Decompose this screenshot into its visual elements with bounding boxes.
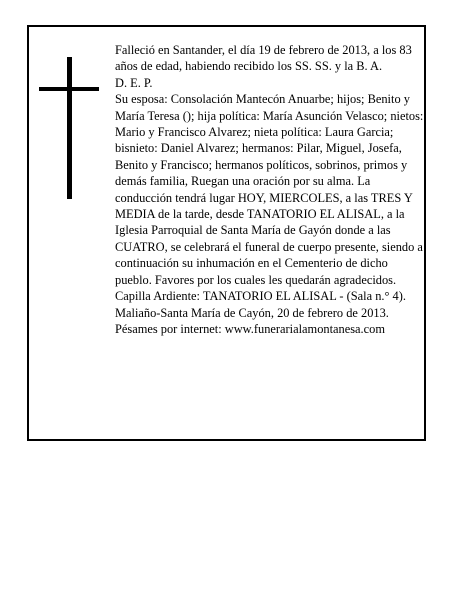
cross-vertical-bar [67, 57, 72, 199]
cross-icon [39, 57, 99, 199]
place-and-date: Maliaño-Santa María de Cayón, 20 de febrero de 2013. [115, 305, 389, 320]
online-condolences: Pésames por internet: www.funerarialamontanesa.com [115, 321, 385, 336]
family-and-service-details: Su esposa: Consolación Mantecón Anuarbe; hijos; Benito y María Teresa (); hija política: María Asunción Velasco; nietos: Mario y Francisco Alvarez; nieta política: Laura Garcia; bisnieto: Daniel Alvarez; hermanos: Pilar, Miguel, Josefa, Benito y Francisco; hermanos políticos, sobrinos, primos y demás familia, Ruegan una oración por su alma. La conducción tendrá lugar HOY, MIERCOLES, a las TRES Y MEDIA de la tarde, desde TANATORIO EL ALISAL, a la Iglesia Parroquial de Santa María de Gayón donde a las CUATRO, se celebrará el funeral de cuerpo presente, siendo a continuación su inhumación en el Cementerio de dicho pueblo. Favores por los cuales les quedarán agradecidos. Capilla Ardiente: TANATORIO EL ALISAL - (Sala n.° 4). [115, 92, 424, 304]
death-announcement: Falleció en Santander, el día 19 de febrero de 2013, a los 83 años de edad, habiendo recibido los SS. SS. y la B. A. [115, 43, 412, 74]
obituary-notice [27, 25, 426, 441]
obituary-text [115, 42, 425, 337]
cross-horizontal-bar [39, 87, 99, 91]
rip-line: D. E. P. [115, 75, 153, 90]
